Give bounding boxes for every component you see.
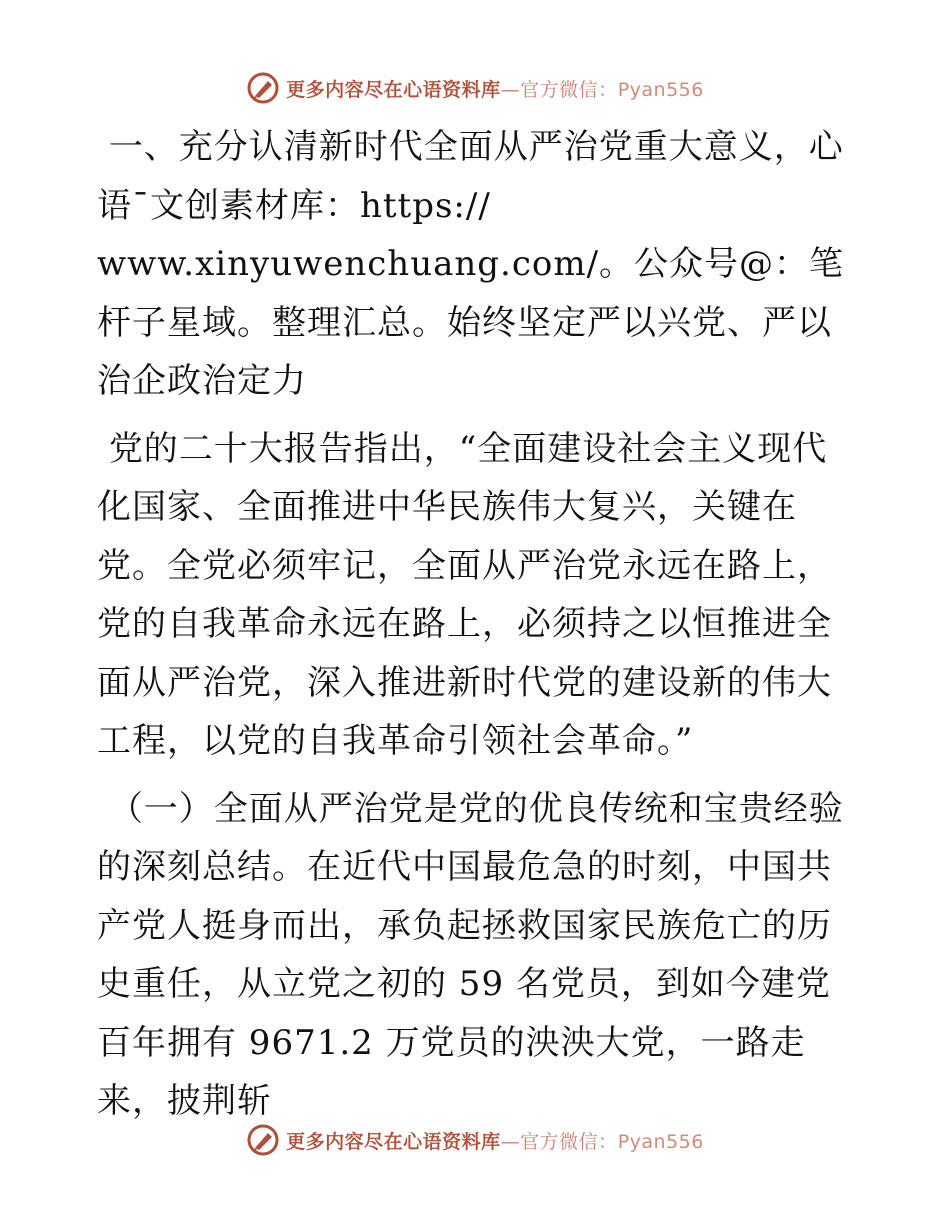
document-body <box>97 118 857 1140</box>
footer-banner <box>0 1122 950 1158</box>
header-main-text: 更多内容尽在心语资料库 <box>286 78 501 101</box>
footer-main-text: 更多内容尽在心语资料库 <box>286 1130 501 1153</box>
footer-wechat-label: 官方微信： <box>520 1130 618 1153</box>
footer-wechat-id: Pyan556 <box>617 1130 704 1153</box>
header-wechat-id: Pyan556 <box>617 78 704 101</box>
footer-separator: — <box>500 1130 521 1153</box>
header-banner <box>0 70 950 106</box>
header-separator: — <box>500 78 521 101</box>
paragraph-2: 党的二十大报告指出，“全面建设社会主义现代化国家、全面推进中华民族伟大复兴，关键在党。全党必须牢记，全面从严治党永远在路上，党的自我革命永远在路上，必须持之以恒推进全面从严治党，深入推进新时代党的建设新的伟大工程，以党的自我革命引领社会革命。” <box>97 428 832 761</box>
header-wechat-label: 官方微信： <box>520 78 618 101</box>
paragraph-1: 一、充分认清新时代全面从严治党重大意义，心语¯文创素材库：https:// www.xinyuwenchuang.com/。公众号@：笔杆子星域。整理汇总。始终坚定严以兴党、严以治企政治定力 <box>97 127 845 401</box>
header-banner-text <box>286 75 704 102</box>
pen-logo-icon <box>246 1123 280 1157</box>
paragraph-3: （一）全面从严治党是党的优良传统和宝贵经验的深刻总结。在近代中国最危急的时刻，中国共产党人挺身而出，承负起拯救国家民族危亡的历史重任，从立党之初的 59 名党员，到如今建党百年拥有 9671.2 万党员的泱泱大党，一路走来，披荆斩 <box>97 788 844 1121</box>
pen-logo-icon <box>246 71 280 105</box>
footer-banner-text <box>286 1127 704 1154</box>
